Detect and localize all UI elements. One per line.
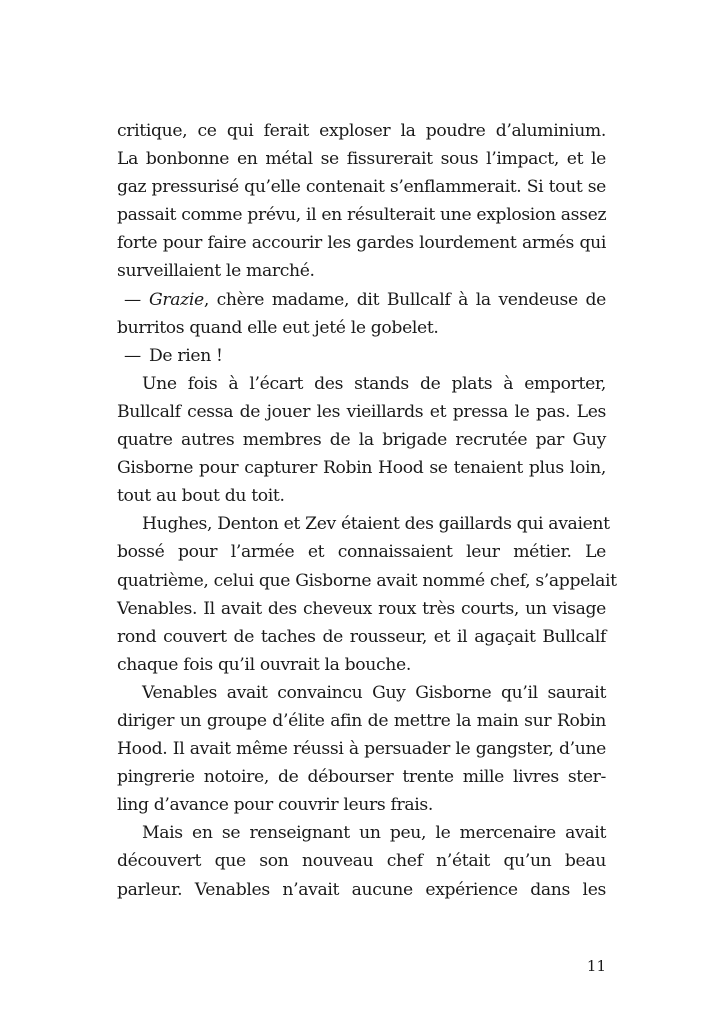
text-line: Bullcalf cessa de jouer les vieillards et pressa le pas. Les — [117, 401, 606, 422]
text-line: La bonbonne en métal se fissurerait sous l’impact, et le — [117, 149, 606, 170]
text-line: diriger un groupe d’élite afin de mettre la main sur Robin — [117, 710, 606, 731]
text-line: tout au bout du toit. — [117, 486, 285, 507]
page-number: 11 — [586, 957, 606, 975]
text-line: Venables. Il avait des cheveux roux très courts, un visage — [117, 598, 606, 619]
dialogue-text: De rien ! — [149, 345, 223, 366]
dialogue-text: , chère madame, dit Bullcalf à la vendeuse de — [203, 289, 606, 310]
text-line: surveillaient le marché. — [117, 261, 315, 282]
paragraph-first-line: Une fois à l’écart des stands de plats à emporter, — [142, 373, 606, 394]
text-line: forte pour faire accourir les gardes lourdement armés qui — [117, 233, 606, 254]
paragraph-first-line: Mais en se renseignant un peu, le mercenaire avait — [142, 823, 606, 844]
text-line: ling d’avance pour couvrir leurs frais. — [117, 795, 433, 816]
text-line: découvert que son nouveau chef n’était qu’un beau — [117, 851, 606, 872]
text-line: burritos quand elle eut jeté le gobelet. — [117, 317, 439, 338]
em-dash: — — [124, 289, 141, 310]
text-line: Hood. Il avait même réussi à persuader le gangster, d’une — [117, 739, 606, 760]
text-line: critique, ce qui ferait exploser la poudre d’aluminium. — [117, 121, 606, 141]
paragraph-first-line: Venables avait convaincu Guy Gisborne qu’il saurait — [142, 682, 606, 703]
paragraph-first-line: Hughes, Denton et Zev étaient des gaillards qui avaient — [142, 514, 610, 535]
body-text — [117, 117, 617, 904]
dialogue-line — [117, 342, 606, 370]
em-dash: — — [124, 345, 141, 366]
text-line: parleur. Venables n’avait aucune expérience dans les — [117, 879, 606, 900]
text-line: bossé pour l’armée et connaissaient leur métier. Le — [117, 542, 606, 563]
text-line: quatrième, celui que Gisborne avait nommé chef, s’appelait — [117, 570, 617, 591]
text-line: chaque fois qu’il ouvrait la bouche. — [117, 654, 411, 675]
text-line: gaz pressurisé qu’elle contenait s’enflammerait. Si tout se — [117, 177, 606, 198]
text-line: pingrerie notoire, de débourser trente mille livres ster- — [117, 767, 606, 788]
text-line: quatre autres membres de la brigade recrutée par Guy — [117, 430, 606, 451]
text-line: passait comme prévu, il en résulterait une explosion assez — [117, 205, 607, 226]
dialogue-line — [117, 286, 606, 314]
text-line: rond couvert de taches de rousseur, et il agaçait Bullcalf — [117, 626, 606, 647]
text-line: Gisborne pour capturer Robin Hood se tenaient plus loin, — [117, 458, 606, 479]
italic-word: Grazie — [149, 289, 204, 310]
